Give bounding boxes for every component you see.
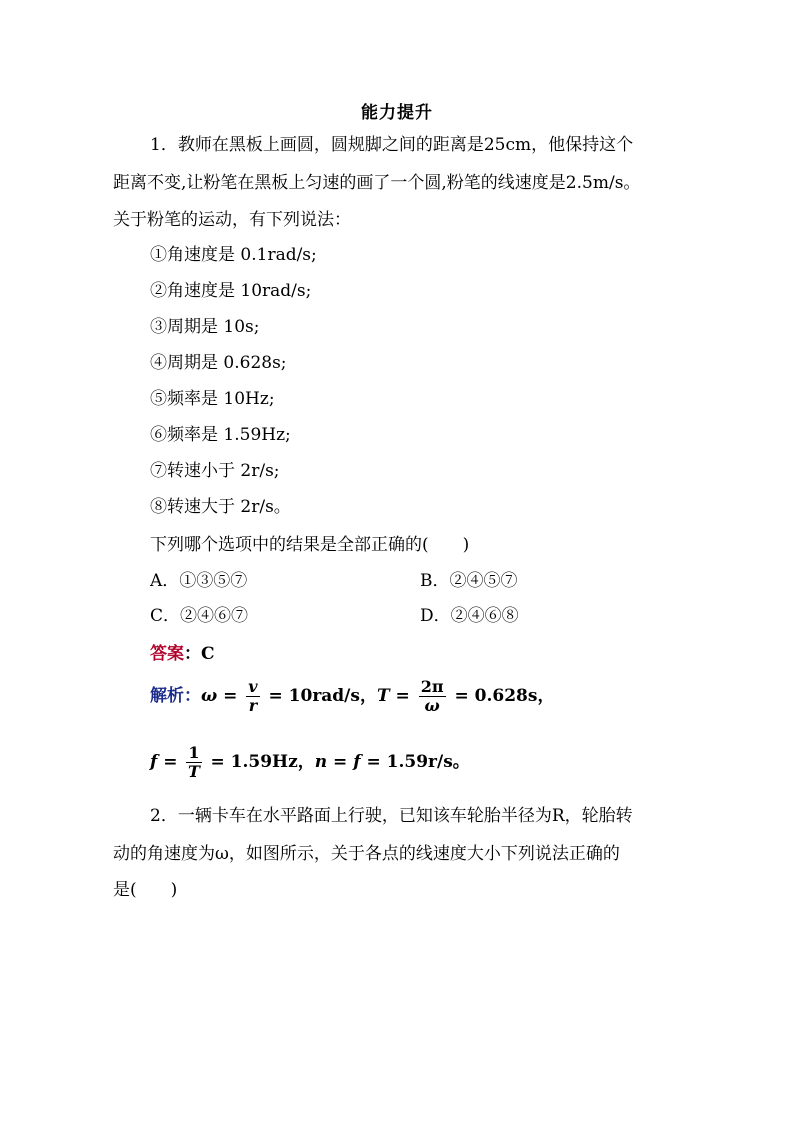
fraction-denominator: r xyxy=(248,696,258,715)
option-a: A．①③⑤⑦ xyxy=(150,571,248,591)
q1-statement-8: ⑧转速大于 2r/s。 xyxy=(150,497,291,517)
option-c: C．②④⑥⑦ xyxy=(150,606,249,626)
frequency-symbol: f xyxy=(150,752,158,772)
omega-symbol: ω xyxy=(201,686,218,706)
period-symbol: T xyxy=(376,686,390,706)
analysis-line2 xyxy=(150,742,470,782)
q1-statement-3: ③周期是 10s; xyxy=(150,317,260,337)
option-d: D．②④⑥⑧ xyxy=(420,606,519,626)
frequency-result: = 1.59Hz， xyxy=(204,752,315,772)
q1-statement-2: ②角速度是 10rad/s; xyxy=(150,281,312,301)
q2-line2: 动的角速度为ω，如图所示，关于各点的线速度大小下列说法正确的 xyxy=(113,844,620,864)
answer-value: ：C xyxy=(184,644,215,664)
fraction-denominator: ω xyxy=(424,696,440,715)
fraction-numerator: 2π xyxy=(420,677,444,696)
fraction-numerator: 1 xyxy=(188,743,200,762)
analysis-label: 解析 xyxy=(150,686,184,706)
q1-stem-line3: 关于粉笔的运动，有下列说法： xyxy=(113,210,351,230)
q1-stem-line1: 1．教师在黑板上画圆，圆规脚之间的距离是25cm，他保持这个 xyxy=(150,135,634,155)
period-result: = 0.628s， xyxy=(448,686,555,706)
answer-line xyxy=(150,642,215,666)
fraction-denominator: T xyxy=(188,762,200,781)
frequency-symbol: f xyxy=(353,752,361,772)
speed-symbol: n xyxy=(314,752,328,772)
q1-statement-4: ④周期是 0.628s; xyxy=(150,353,287,373)
q1-statement-6: ⑥频率是 1.59Hz; xyxy=(150,425,291,445)
equals-sign: = xyxy=(217,686,244,706)
q2-line1: 2．一辆卡车在水平路面上行驶，已知该车轮胎半径为R，轮胎转 xyxy=(150,806,633,826)
q1-prompt: 下列哪个选项中的结果是全部正确的( ) xyxy=(150,535,470,555)
omega-result: = 10rad/s， xyxy=(262,686,377,706)
fraction-1-over-T xyxy=(186,744,201,781)
speed-result: = 1.59r/s。 xyxy=(360,752,470,772)
option-b: B．②④⑤⑦ xyxy=(420,571,518,591)
fraction-2pi-over-omega xyxy=(419,678,446,715)
q1-statement-1: ①角速度是 0.1rad/s; xyxy=(150,245,317,265)
fraction-numerator: v xyxy=(248,677,258,696)
analysis-line1 xyxy=(150,676,554,716)
fraction-v-over-r xyxy=(246,678,259,715)
q1-statement-5: ⑤频率是 10Hz; xyxy=(150,389,275,409)
equals-sign: = xyxy=(389,686,416,706)
section-title: 能力提升 xyxy=(361,103,433,123)
q2-line3: 是( ) xyxy=(113,880,178,900)
q1-stem-line2: 距离不变,让粉笔在黑板上匀速的画了一个圆,粉笔的线速度是2.5m/s。 xyxy=(113,173,641,193)
analysis-colon: ： xyxy=(184,686,201,706)
equals-sign: = xyxy=(157,752,184,772)
equals-sign: = xyxy=(327,752,354,772)
answer-label: 答案 xyxy=(150,644,184,664)
q1-statement-7: ⑦转速小于 2r/s; xyxy=(150,461,280,481)
